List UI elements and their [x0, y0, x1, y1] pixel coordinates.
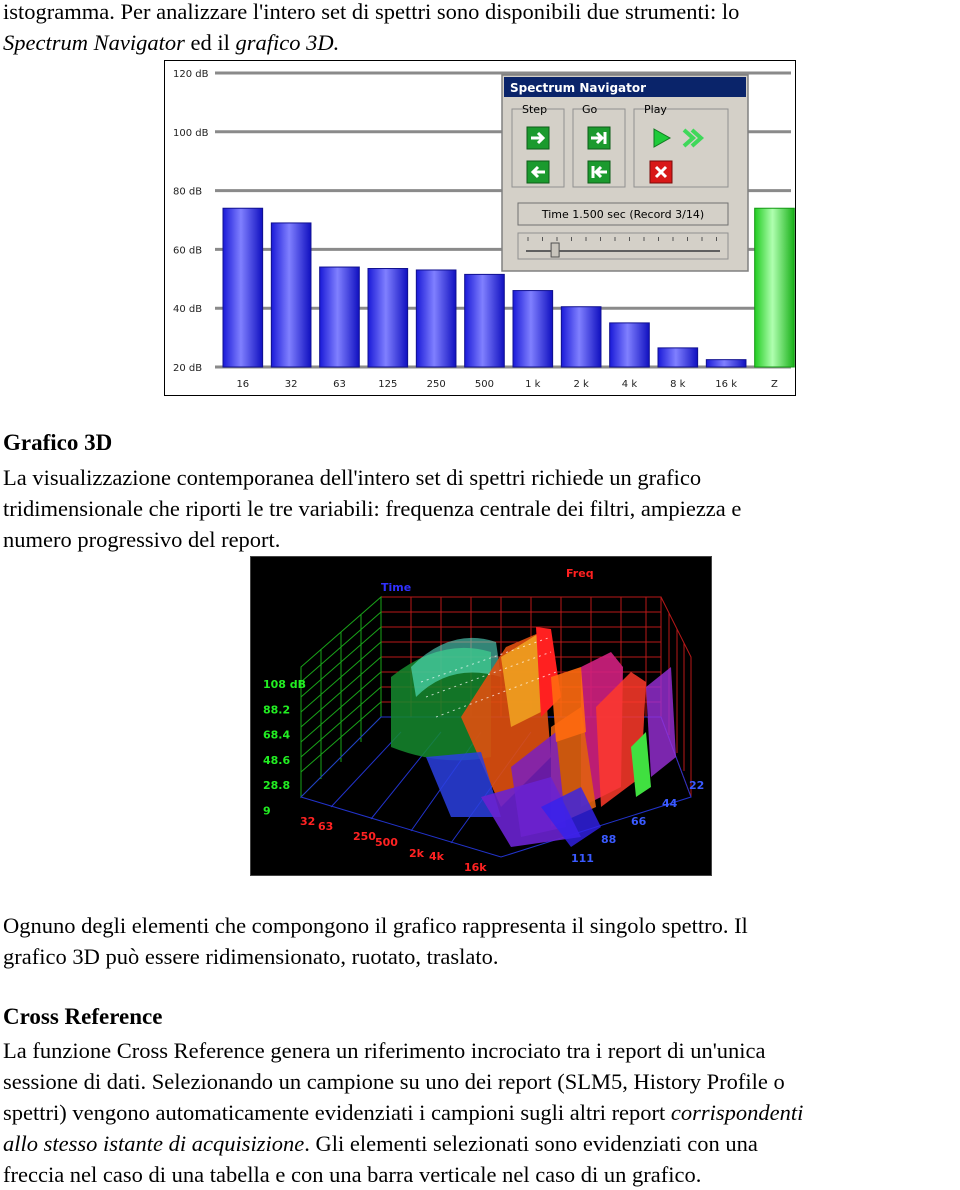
x-tick-label: Z: [771, 379, 778, 390]
time-tick-label: 66: [631, 815, 647, 828]
bar: [658, 348, 698, 367]
x-tick-label: 500: [474, 379, 495, 390]
section-heading-3d: Grafico 3D: [3, 430, 113, 455]
step-back-button[interactable]: [527, 161, 549, 183]
navigator-window: [502, 75, 748, 271]
intro-line-1: istogramma. Per analizzare l'intero set di spettri sono disponibili due strumenti: lo: [3, 0, 740, 24]
x-tick-label: 63: [333, 379, 346, 390]
freq-tick-label: 63: [318, 820, 334, 833]
spectra-surface: [391, 627, 676, 847]
intro-italic-navigator: Spectrum Navigator: [3, 30, 185, 55]
db-tick-label: 68.4: [263, 728, 291, 742]
time-tick-label: 44: [662, 797, 678, 810]
time-axis-label: Time: [381, 581, 412, 594]
section-3d-line-2: tridimensionale che riporti le tre variabili: frequenza centrale dei filtri, ampiezza e: [3, 496, 742, 521]
navigator-title: Spectrum Navigator: [510, 81, 647, 95]
bar: [561, 307, 601, 367]
bar: [465, 274, 505, 367]
bar: [223, 208, 263, 367]
spectrum-bar-chart: [165, 61, 795, 395]
time-tick-label: 22: [689, 779, 705, 792]
freq-tick-label: 500: [375, 836, 398, 849]
db-tick-label: 108 dB: [263, 678, 307, 691]
freq-tick-label: 16k: [464, 861, 487, 874]
time-readout: Time 1.500 sec (Record 3/14): [541, 208, 705, 221]
cross-ref-line-3-text: spettri) vengono automaticamente evidenziati i campioni sugli altri report: [3, 1100, 671, 1125]
y-tick-label: 120 dB: [173, 69, 209, 80]
y-tick-label: 40 dB: [173, 304, 203, 316]
cross-ref-line-1: La funzione Cross Reference genera un riferimento incrociato tra i report di un'unica: [3, 1038, 766, 1063]
record-slider[interactable]: [518, 233, 728, 259]
step-group-label: Step: [522, 103, 548, 116]
y-tick-label: 20 dB: [173, 363, 203, 374]
stop-button[interactable]: [650, 161, 672, 183]
bar: [706, 360, 746, 367]
x-tick-label: 16 k: [715, 379, 738, 390]
x-tick-label: 125: [378, 379, 398, 390]
cross-ref-line-3: [3, 1097, 958, 1128]
section-heading-cross-reference: Cross Reference: [3, 1004, 163, 1029]
bar: [610, 323, 650, 367]
y-tick-label: 80 dB: [173, 186, 203, 198]
bar: [513, 291, 553, 367]
cross-ref-line-2: sessione di dati. Selezionando un campione su uno dei report (SLM5, History Profile o: [3, 1069, 785, 1094]
freq-tick-label: 32: [300, 815, 316, 828]
db-tick-label: 88.2: [263, 703, 291, 717]
bar: [271, 223, 311, 367]
time-tick-label: 88: [601, 833, 617, 846]
go-first-button[interactable]: [588, 161, 610, 183]
freq-tick-label: 250: [353, 830, 376, 843]
play-group-label: Play: [644, 103, 667, 116]
intro-italic-3d: grafico 3D.: [235, 30, 340, 55]
cross-ref-italic-corrispondenti: corrispondenti: [670, 1100, 804, 1125]
x-tick-label: 250: [426, 379, 446, 390]
slider-thumb[interactable]: [551, 243, 559, 257]
elements-line-1: Ognuno degli elementi che compongono il grafico rappresenta il singolo spettro. Il: [3, 913, 748, 938]
go-group-label: Go: [582, 103, 598, 116]
x-tick-label: 2 k: [573, 379, 589, 390]
cross-ref-line-4-text: . Gli elementi selezionati sono evidenziati con una: [304, 1131, 758, 1156]
x-tick-label: 1 k: [525, 379, 541, 390]
x-tick-label: 16: [236, 379, 250, 390]
db-tick-label: 48.6: [263, 753, 291, 767]
intro-connector: ed il: [184, 30, 236, 55]
db-tick-label: 9: [263, 804, 271, 818]
section-3d-line-1: La visualizzazione contemporanea dell'intero set di spettri richiede un grafico: [3, 465, 702, 490]
go-last-button[interactable]: [588, 127, 610, 149]
elements-line-2: grafico 3D può essere ridimensionato, ruotato, traslato.: [3, 944, 499, 969]
freq-tick-label: 2k: [409, 847, 424, 860]
y-tick-label: 60 dB: [173, 245, 203, 257]
cross-ref-line-4: [3, 1128, 958, 1159]
time-tick-label: 111: [571, 852, 594, 865]
y-tick-label: 100 dB: [173, 127, 209, 139]
bar: [755, 208, 795, 367]
x-tick-label: 32: [284, 379, 298, 390]
plot-3d-figure: [250, 556, 712, 876]
bar: [368, 269, 408, 367]
x-tick-label: 8 k: [670, 379, 686, 390]
bar: [416, 270, 456, 367]
freq-axis-label: Freq: [566, 567, 594, 580]
plot-3d: [251, 557, 711, 875]
freq-tick-label: 4k: [429, 850, 444, 863]
cross-ref-italic-istante: allo stesso istante di acquisizione: [3, 1131, 305, 1156]
step-forward-button[interactable]: [527, 127, 549, 149]
x-tick-label: 4 k: [621, 379, 638, 390]
db-tick-label: 28.8: [263, 779, 291, 793]
intro-line-2: [3, 27, 958, 58]
spectrum-chart-figure: [164, 60, 796, 396]
bar: [320, 267, 360, 367]
section-3d-line-3: numero progressivo del report.: [3, 527, 281, 552]
cross-ref-line-5: freccia nel caso di una tabella e con una barra verticale nel caso di un grafico.: [3, 1162, 702, 1187]
